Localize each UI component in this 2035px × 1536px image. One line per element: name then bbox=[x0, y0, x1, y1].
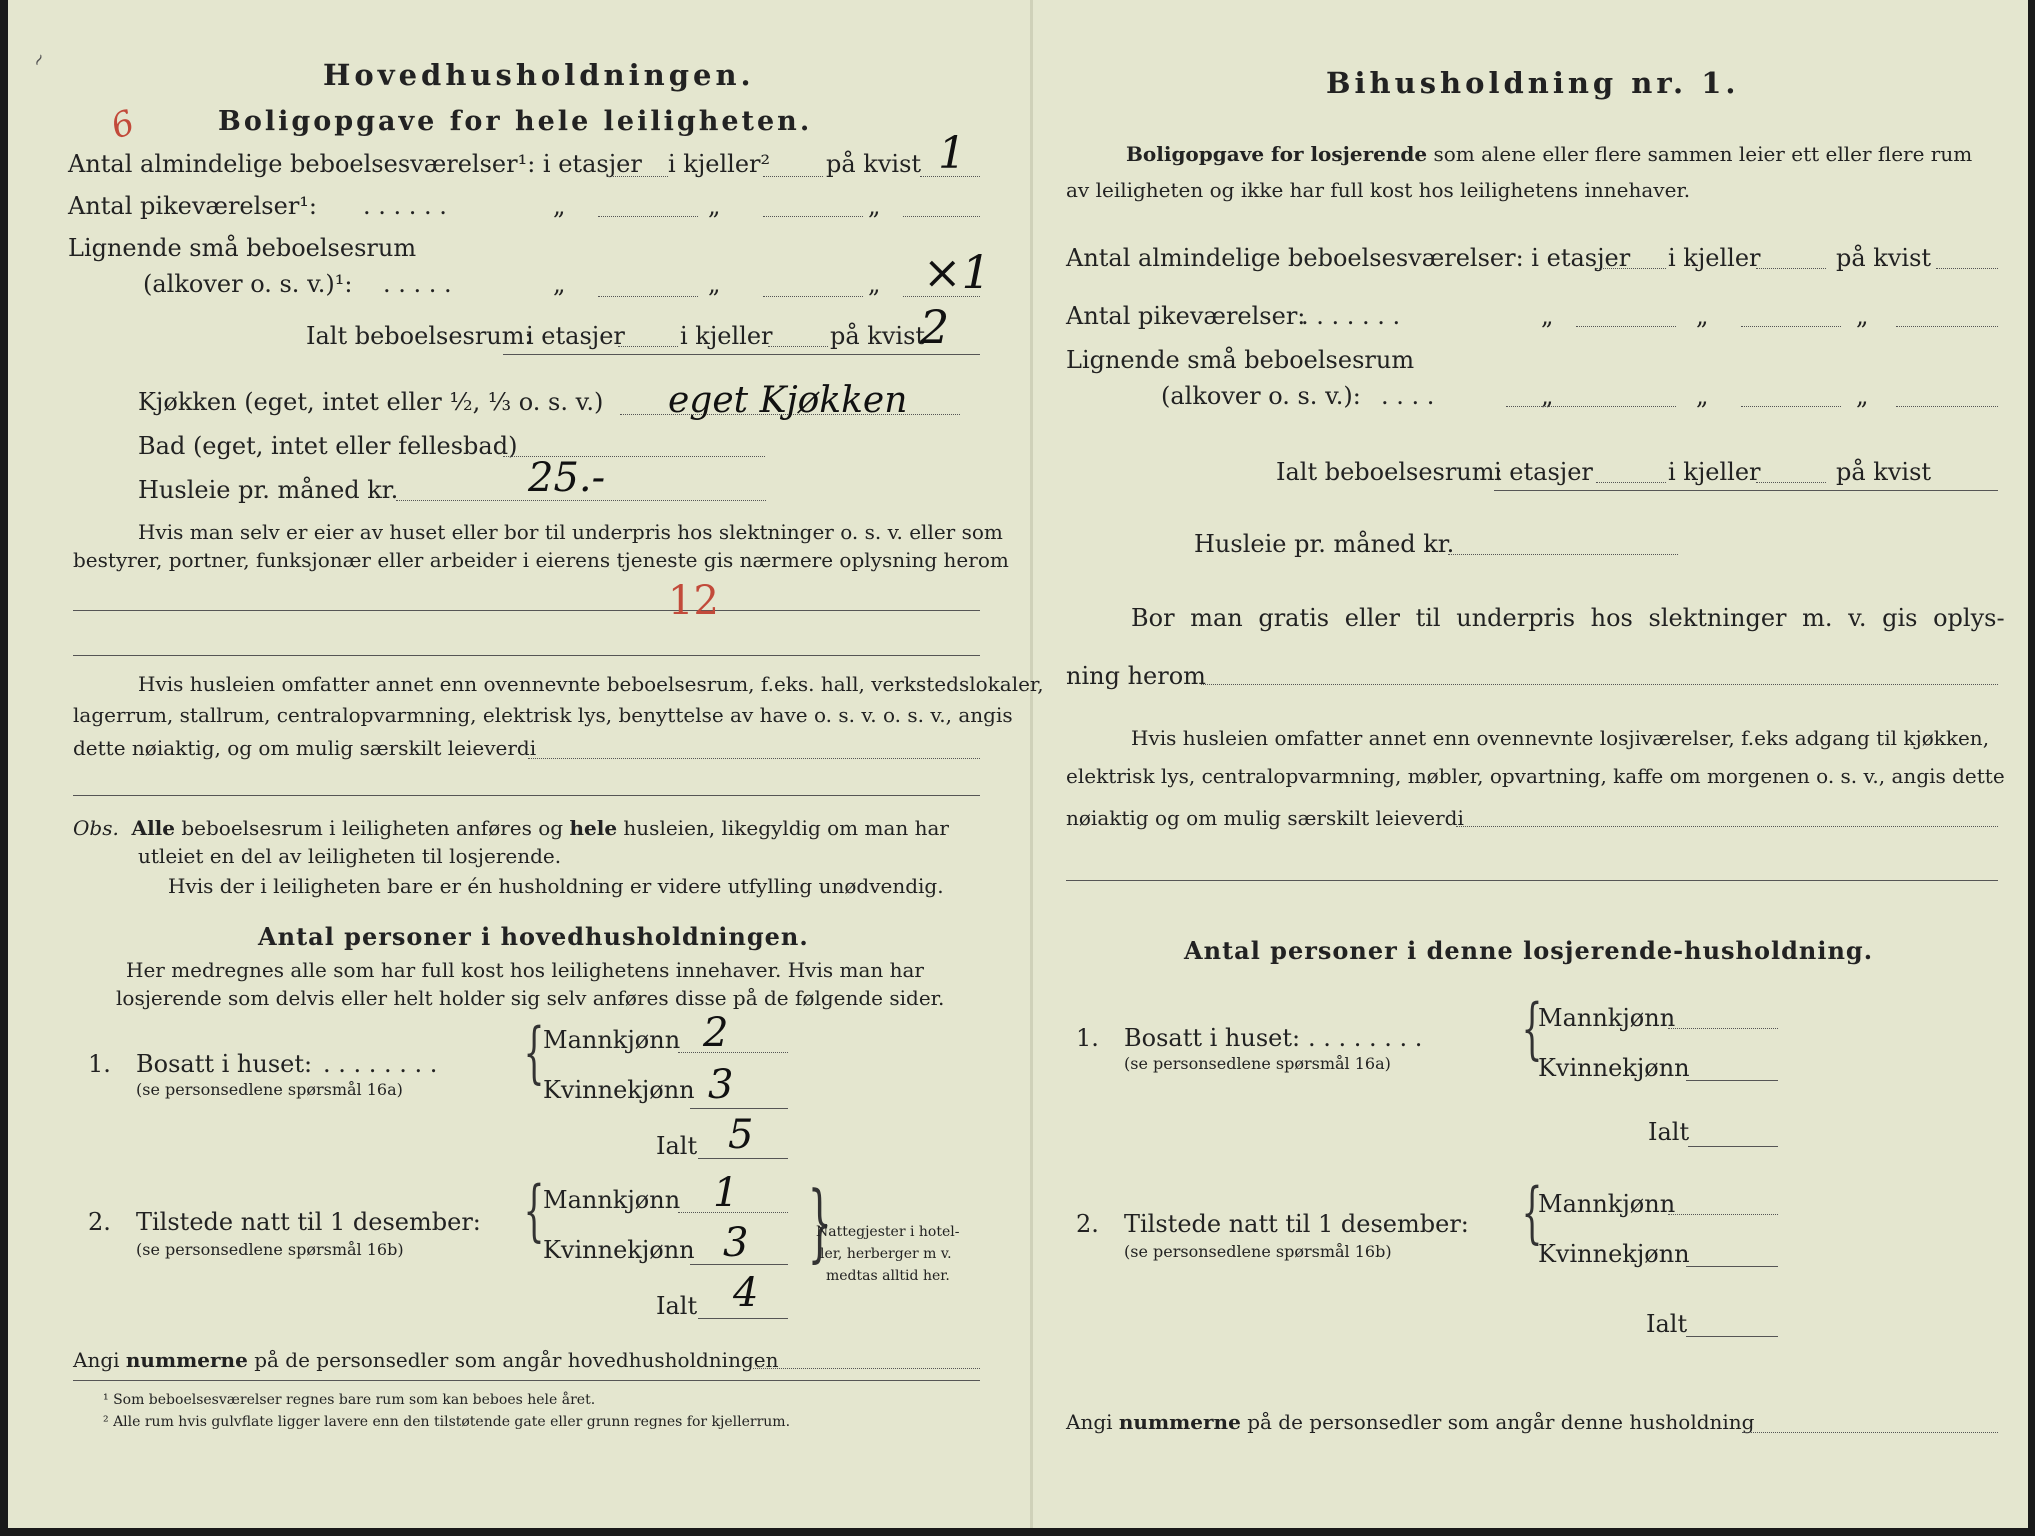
right-page-sub-household bbox=[1036, 0, 2028, 1528]
pike-dots: . . . . . . . bbox=[1301, 302, 1401, 330]
lignende-label-1: Lignende små beboelsesrum bbox=[68, 234, 417, 262]
side-note-2: ler, herberger m v. bbox=[820, 1246, 952, 1262]
pike-ditto-2: „ bbox=[708, 192, 721, 220]
angi-word: Angi bbox=[73, 1348, 120, 1372]
note1-answer-line-2[interactable] bbox=[73, 655, 980, 656]
q2-kvinne-field[interactable] bbox=[1686, 1266, 1778, 1267]
lignende-ditto-2: „ bbox=[1696, 382, 1709, 410]
q2-label: Tilstede natt til 1 desember: bbox=[1124, 1210, 1469, 1238]
persons-line2: losjerende som delvis eller helt holder sig selv anføres disse på de følgende sider. bbox=[116, 986, 945, 1010]
kvist-label: på kvist bbox=[826, 150, 922, 178]
ialt-kvist-label: på kvist bbox=[830, 322, 926, 350]
lignende-ditto-2: „ bbox=[708, 270, 721, 298]
note-line2: elektrisk lys, centralopvarmning, møbler, opvartning, kaffe om morgenen o. s. v., angis dette bbox=[1066, 764, 2005, 788]
husleie-label: Husleie pr. måned kr. bbox=[138, 476, 399, 504]
pike-kjeller-field[interactable] bbox=[763, 216, 863, 217]
q2-label: Tilstede natt til 1 desember: bbox=[136, 1208, 481, 1236]
pike-ditto-2: „ bbox=[1696, 302, 1709, 330]
angi-text: på de personsedler som angår hovedhusholdningen bbox=[254, 1348, 779, 1372]
q2-number: 2. bbox=[88, 1208, 111, 1236]
q2-mann-label: Mannkjønn bbox=[1538, 1190, 1676, 1218]
q1-kvinne-value: 3 bbox=[708, 1062, 734, 1108]
page-title: Hovedhusholdningen. bbox=[323, 58, 755, 92]
q2-brace: { bbox=[1521, 1174, 1543, 1251]
kvist-value: 1 bbox=[938, 128, 966, 179]
persons-title: Antal personer i hovedhusholdningen. bbox=[258, 922, 809, 951]
ialt-etasjer-label: i etasjer bbox=[1494, 458, 1593, 486]
husleie-field[interactable] bbox=[1448, 554, 1678, 555]
obs-hele: hele bbox=[569, 816, 618, 840]
lignende-ditto-3: „ bbox=[868, 270, 881, 298]
page-subtitle: Boligopgave for hele leiligheten. bbox=[218, 106, 813, 137]
note2-line3: dette nøiaktig, og om mulig særskilt leieverdi bbox=[73, 736, 537, 760]
q2-sub: (se personsedlene spørsmål 16b) bbox=[136, 1240, 404, 1259]
q2-ialt-label: Ialt bbox=[656, 1292, 698, 1320]
ialt-etasjer-label: i etasjer bbox=[526, 322, 625, 350]
persons-title: Antal personer i denne losjerende-husholdning. bbox=[1184, 936, 1874, 965]
q2-ialt-field[interactable] bbox=[698, 1318, 788, 1319]
page-fold bbox=[1030, 0, 1033, 1528]
q1-brace: { bbox=[523, 1014, 545, 1091]
q1-brace: { bbox=[1521, 990, 1543, 1067]
obs-text-1: beboelsesrum i leiligheten anføres og bbox=[181, 816, 564, 840]
ialt-kvist-label: på kvist bbox=[1836, 458, 1932, 486]
gratis-field[interactable] bbox=[1201, 684, 1998, 685]
q1-sub: (se personsedlene spørsmål 16a) bbox=[1124, 1054, 1391, 1073]
pike-ditto-3: „ bbox=[1856, 302, 1869, 330]
ialt-underline bbox=[503, 354, 980, 355]
q1-ialt-field[interactable] bbox=[698, 1158, 788, 1159]
husleie-label: Husleie pr. måned kr. bbox=[1194, 530, 1455, 558]
lignende-kjeller-field[interactable] bbox=[763, 296, 863, 297]
note-line3: nøiaktig og om mulig særskilt leieverdi bbox=[1066, 806, 1464, 830]
angi-nummerne: nummerne bbox=[125, 1348, 248, 1372]
q2-ialt-value: 4 bbox=[733, 1270, 759, 1316]
note-field[interactable] bbox=[1456, 826, 1998, 827]
left-page-main-household bbox=[8, 0, 1044, 1528]
q1-kvinne-label: Kvinnekjønn bbox=[1538, 1054, 1690, 1082]
gratis-line2: ning herom bbox=[1066, 662, 1206, 690]
note-answer-line[interactable] bbox=[1066, 880, 1998, 881]
pike-etasjer-field[interactable] bbox=[598, 216, 698, 217]
page-title: Bihusholdning nr. 1. bbox=[1326, 66, 1740, 100]
ialt-etasjer-field[interactable] bbox=[1596, 482, 1666, 483]
census-form-sheet bbox=[8, 0, 2028, 1528]
lignende-label-1: Lignende små beboelsesrum bbox=[1066, 346, 1415, 374]
side-note-1: Nattegjester i hotel- bbox=[816, 1224, 960, 1240]
angi-field[interactable] bbox=[1742, 1432, 1998, 1433]
angi-nummerne: nummerne bbox=[1118, 1410, 1241, 1434]
ialt-etasjer-field[interactable] bbox=[618, 346, 678, 347]
pike-kvist-field[interactable] bbox=[903, 216, 980, 217]
note2-line2: lagerrum, stallrum, centralopvarmning, elektrisk lys, benyttelse av have o. s. v. o. s. v., angis bbox=[73, 703, 1013, 727]
angi-word: Angi bbox=[1066, 1410, 1113, 1434]
husleie-value: 25.- bbox=[528, 455, 606, 501]
q2-sub: (se personsedlene spørsmål 16b) bbox=[1124, 1242, 1392, 1261]
q1-dots: . . . . . . . . bbox=[1308, 1024, 1423, 1052]
note1-line2: bestyrer, portner, funksjonær eller arbeider i eierens tjeneste gis nærmere oplysning herom bbox=[73, 548, 1009, 572]
pike-ditto-3: „ bbox=[868, 192, 881, 220]
kjeller-label: i kjeller² bbox=[668, 150, 771, 178]
obs-line3: Hvis der i leiligheten bare er én husholdning er videre utfylling unødvendig. bbox=[168, 874, 944, 898]
lignende-value: ×1 bbox=[923, 245, 991, 299]
side-note-3: medtas alltid her. bbox=[826, 1268, 950, 1284]
q2-mann-field[interactable] bbox=[1668, 1214, 1778, 1215]
almindelige-label: Antal almindelige beboelsesværelser: i etasjer bbox=[1066, 244, 1631, 272]
etasjer-field[interactable] bbox=[608, 176, 668, 177]
kjokken-value: eget Kjøkken bbox=[668, 380, 908, 421]
obs-text-2: husleien, likegyldig om man har bbox=[623, 816, 949, 840]
q1-ialt-field[interactable] bbox=[1688, 1146, 1778, 1147]
q1-mann-field[interactable] bbox=[1668, 1028, 1778, 1029]
q1-sub: (se personsedlene spørsmål 16a) bbox=[136, 1080, 403, 1099]
q2-number: 2. bbox=[1076, 1210, 1099, 1238]
ialt-underline bbox=[1494, 490, 1998, 491]
note2-answer-line[interactable] bbox=[73, 795, 980, 796]
q1-mann-label: Mannkjønn bbox=[1538, 1004, 1676, 1032]
q1-mann-label: Mannkjønn bbox=[543, 1026, 681, 1054]
obs-label: Obs. bbox=[73, 816, 119, 840]
q1-ialt-label: Ialt bbox=[656, 1132, 698, 1160]
q2-ialt-field[interactable] bbox=[1686, 1336, 1778, 1337]
pike-ditto-1: „ bbox=[1541, 302, 1554, 330]
gratis-line1: Bor man gratis eller til underpris hos slektninger m. v. gis oplys- bbox=[1131, 604, 2005, 632]
pike-etasjer-field[interactable] bbox=[1576, 326, 1676, 327]
lignende-etasjer-field[interactable] bbox=[598, 296, 698, 297]
q1-dots: . . . . . . . . bbox=[323, 1050, 438, 1078]
kjokken-label: Kjøkken (eget, intet eller ½, ⅓ o. s. v.) bbox=[138, 388, 604, 416]
angi-text: på de personsedler som angår denne husholdning bbox=[1247, 1410, 1755, 1434]
note2-field[interactable] bbox=[528, 758, 980, 759]
obs-line1 bbox=[73, 816, 949, 840]
ialt-kjeller-label: i kjeller bbox=[1668, 458, 1761, 486]
almindelige-label: Antal almindelige beboelsesværelser¹: i etasjer bbox=[68, 150, 642, 178]
q1-mann-value: 2 bbox=[703, 1010, 729, 1056]
lignende-kjeller-field[interactable] bbox=[1741, 406, 1841, 407]
footnote-2: ² Alle rum hvis gulvflate ligger lavere enn den tilstøtende gate eller grunn regnes for kjellerrum. bbox=[103, 1414, 791, 1430]
lignende-etasjer-field[interactable] bbox=[1506, 406, 1676, 407]
kvist-label: på kvist bbox=[1836, 244, 1932, 272]
pike-label: Antal pikeværelser: bbox=[1066, 302, 1306, 330]
q2-ialt-label: Ialt bbox=[1646, 1310, 1688, 1338]
obs-alle: Alle bbox=[131, 816, 175, 840]
ialt-label: Ialt beboelsesrum: bbox=[1276, 458, 1503, 486]
lignende-dots: . . . . . bbox=[383, 270, 452, 298]
angi-field[interactable] bbox=[753, 1368, 980, 1369]
note-line1: Hvis husleien omfatter annet enn ovennevnte losjiværelser, f.eks adgang til kjøkken, bbox=[1131, 726, 1990, 750]
note1-line1: Hvis man selv er eier av huset eller bor til underpris hos slektninger o. s. v. eller som bbox=[138, 520, 1003, 544]
intro-line1 bbox=[1126, 142, 1972, 166]
q1-mann-field[interactable] bbox=[678, 1052, 788, 1053]
q2-kvinne-value: 3 bbox=[723, 1220, 749, 1266]
ialt-kjeller-field[interactable] bbox=[1756, 482, 1826, 483]
kjeller-label: i kjeller bbox=[1668, 244, 1761, 272]
intro-text: som alene eller flere sammen leier ett eller flere rum bbox=[1433, 142, 1973, 166]
note2-line1: Hvis husleien omfatter annet enn ovennevnte beboelsesrum, f.eks. hall, verkstedslokaler, bbox=[138, 672, 1044, 696]
kvist-field[interactable] bbox=[1936, 268, 1998, 269]
pike-dots: . . . . . . bbox=[363, 192, 447, 220]
angi-line bbox=[1066, 1410, 1754, 1434]
pike-kvist-field[interactable] bbox=[1896, 326, 1998, 327]
etasjer-field[interactable] bbox=[1596, 268, 1666, 269]
ialt-label: Ialt beboelsesrum: bbox=[306, 322, 533, 350]
pencil-annotation: ~ bbox=[26, 49, 52, 71]
intro-line2: av leiligheten og ikke har full kost hos leilighetens innehaver. bbox=[1066, 178, 1691, 202]
corner-mark: 6 bbox=[105, 102, 140, 148]
q2-kvinne-label: Kvinnekjønn bbox=[543, 1236, 695, 1264]
obs-line2: utleiet en del av leiligheten til losjerende. bbox=[138, 844, 562, 868]
kjeller-field[interactable] bbox=[1756, 268, 1826, 269]
q1-ialt-label: Ialt bbox=[1648, 1118, 1690, 1146]
q1-kvinne-field[interactable] bbox=[1686, 1080, 1778, 1081]
lignende-label-2: (alkover o. s. v.)¹: bbox=[143, 270, 353, 298]
footnote-1: ¹ Som beboelsesværelser regnes bare rum som kan beboes hele året. bbox=[103, 1392, 596, 1408]
q2-right-brace: } bbox=[807, 1173, 832, 1271]
q2-mann-label: Mannkjønn bbox=[543, 1186, 681, 1214]
lignende-kvist-field[interactable] bbox=[1896, 406, 1998, 407]
ialt-kjeller-label: i kjeller bbox=[680, 322, 773, 350]
angi-line bbox=[73, 1348, 778, 1372]
ialt-kjeller-field[interactable] bbox=[768, 346, 828, 347]
q2-brace: { bbox=[523, 1172, 545, 1249]
q1-number: 1. bbox=[88, 1050, 111, 1078]
kjeller-field[interactable] bbox=[763, 176, 823, 177]
q1-kvinne-field[interactable] bbox=[690, 1108, 788, 1109]
intro-bold: Boligopgave for losjerende bbox=[1126, 142, 1428, 166]
lignende-ditto-1: „ bbox=[553, 270, 566, 298]
footnote-divider bbox=[73, 1380, 980, 1381]
lignende-dots: . . . . bbox=[1381, 382, 1435, 410]
q1-ialt-value: 5 bbox=[728, 1112, 754, 1158]
pike-ditto-1: „ bbox=[553, 192, 566, 220]
q1-label: Bosatt i huset: bbox=[1124, 1024, 1301, 1052]
lignende-ditto-3: „ bbox=[1856, 382, 1869, 410]
q1-number: 1. bbox=[1076, 1024, 1099, 1052]
q1-kvinne-label: Kvinnekjønn bbox=[543, 1076, 695, 1104]
pike-label: Antal pikeværelser¹: bbox=[68, 192, 317, 220]
pike-kjeller-field[interactable] bbox=[1741, 326, 1841, 327]
q2-kvinne-label: Kvinnekjønn bbox=[1538, 1240, 1690, 1268]
bad-label: Bad (eget, intet eller fellesbad) bbox=[138, 432, 518, 460]
note1-answer-line-1[interactable] bbox=[73, 610, 980, 611]
lignende-label-2: (alkover o. s. v.): bbox=[1161, 382, 1361, 410]
note1-mark: 12 bbox=[668, 578, 719, 624]
q1-label: Bosatt i huset: bbox=[136, 1050, 313, 1078]
q2-mann-value: 1 bbox=[713, 1170, 739, 1216]
lignende-ditto-1: „ bbox=[1541, 382, 1554, 410]
persons-line1: Her medregnes alle som har full kost hos leilighetens innehaver. Hvis man har bbox=[126, 958, 924, 982]
ialt-kvist-value: 2 bbox=[920, 300, 950, 354]
